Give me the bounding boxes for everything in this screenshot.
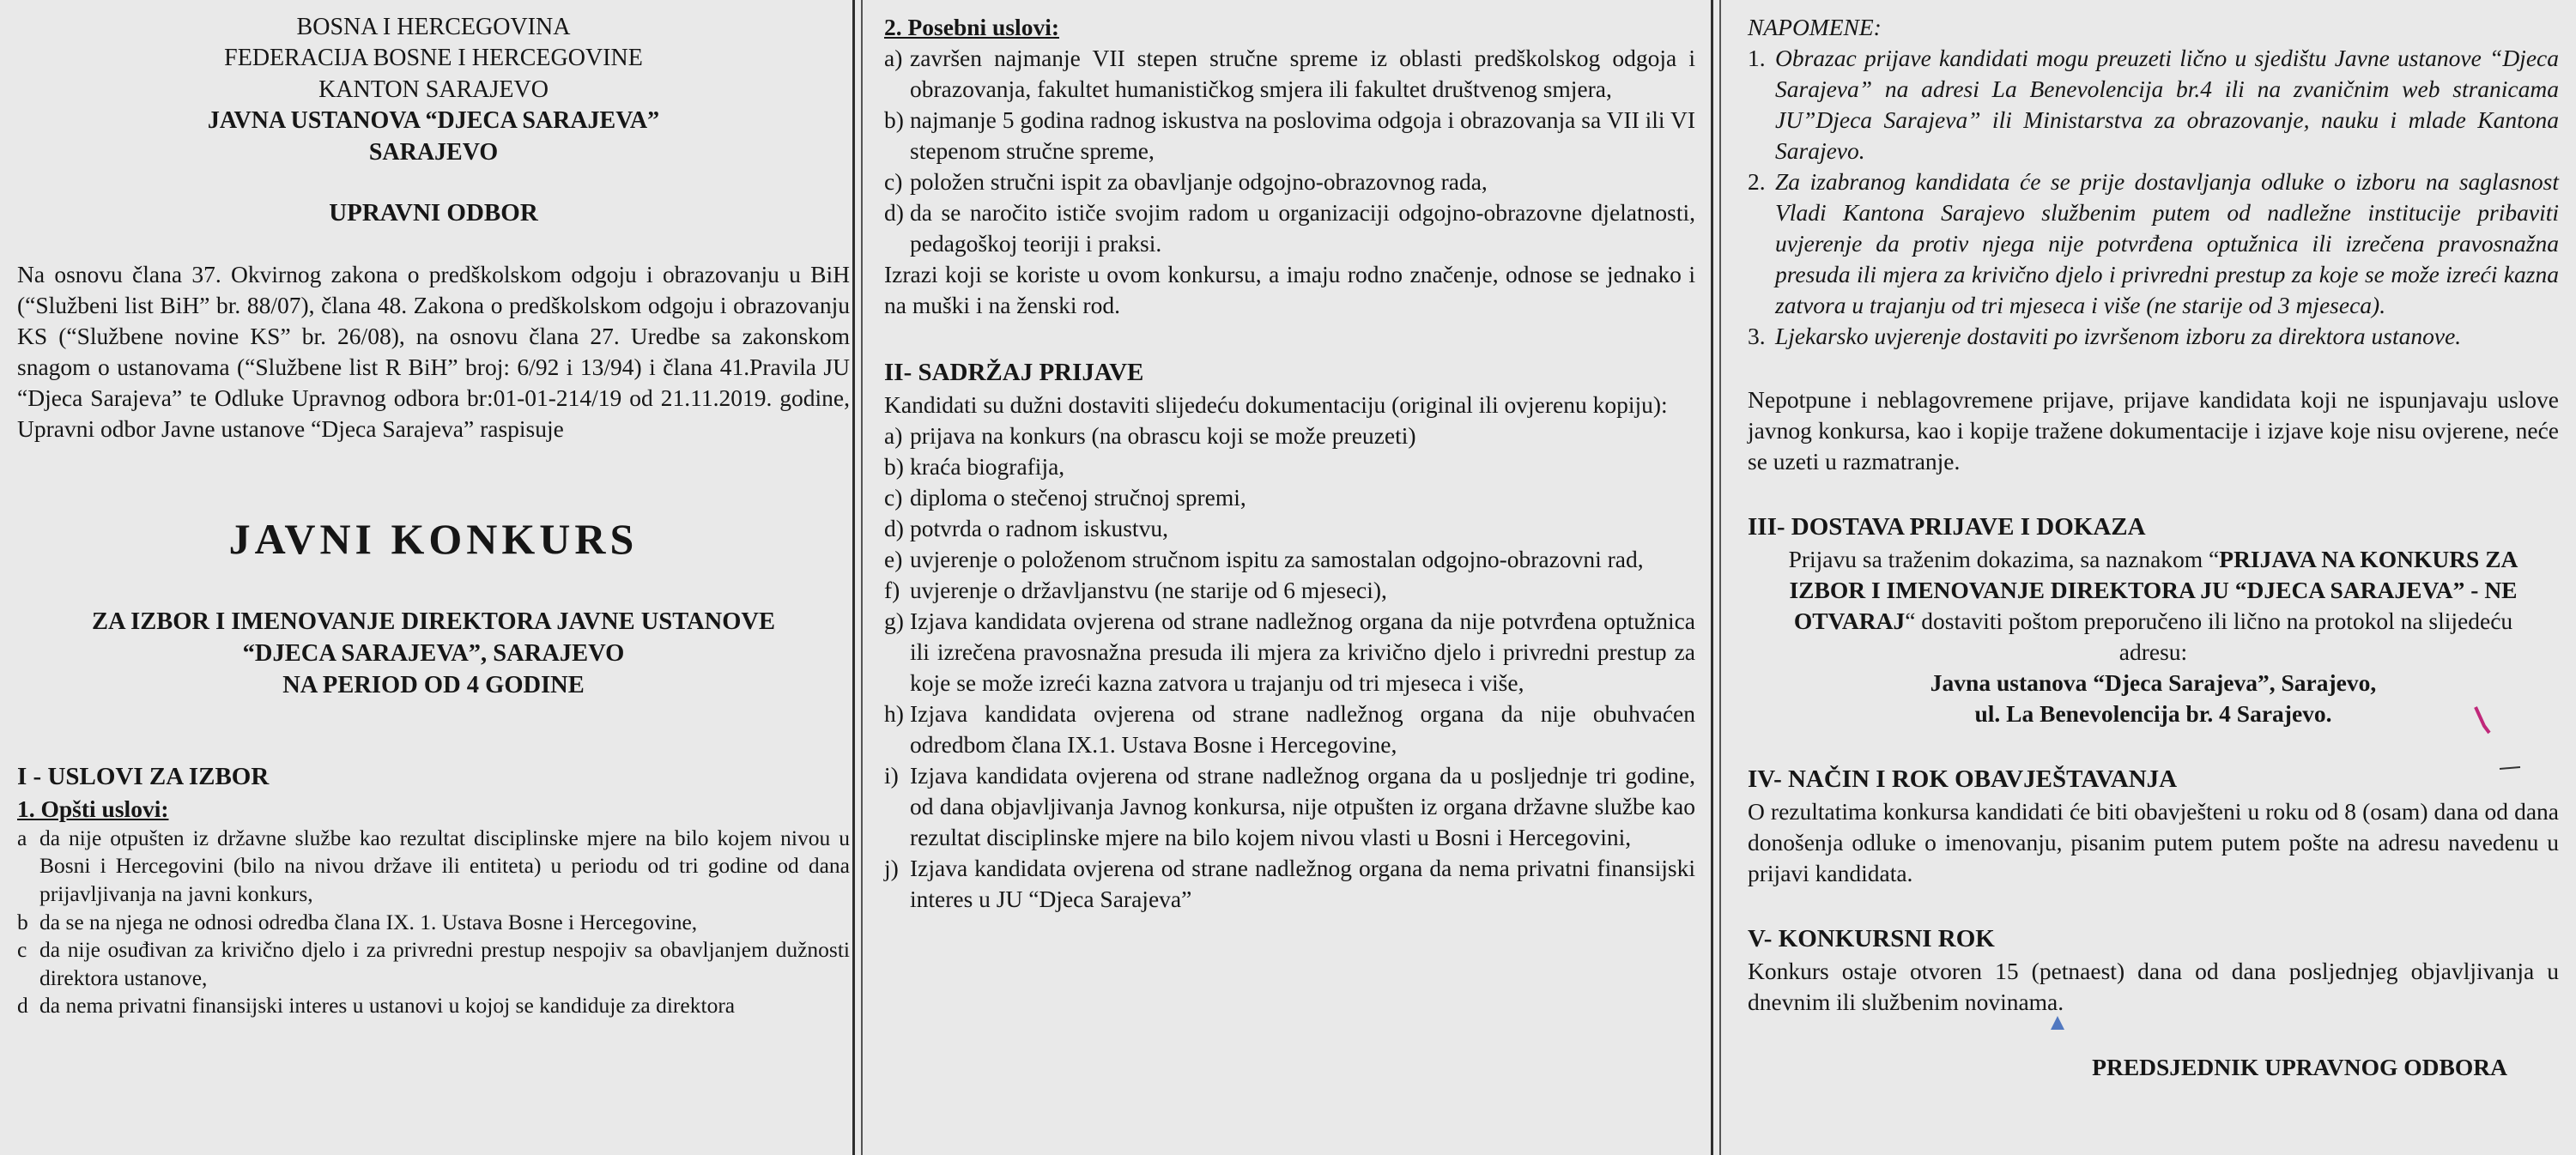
- list-item: [1748, 43, 2559, 166]
- list-text: uvjerenje o položenom stručnom ispitu za samostalan odgojno-obrazovni rad,: [910, 546, 1644, 573]
- list-text: uvjerenje o državljanstvu (ne starije od 6 mjeseci),: [910, 577, 1387, 604]
- notes-list: [1748, 43, 2559, 352]
- section-heading: IV- NAČIN I ROK OBAVJEŠTAVANJA: [1748, 765, 2178, 794]
- list-text: Obrazac prijave kandidati mogu preuzeti lično u sjedištu Javne ustanove “Djeca Sarajeva” na adresi La Benevolencija br.4 ili na zvaničnim web stranicama JU”Djeca Sarajeva” ili Ministarstva za obrazovanje, nauku i mlade Kantona Sarajevo.: [1775, 45, 2559, 165]
- delivery-paragraph: [1748, 544, 2559, 668]
- list-label: b): [884, 106, 904, 134]
- list-item: [884, 698, 1695, 760]
- delivery-text: Prijavu sa traženim dokazima, sa naznakom “: [1788, 546, 2220, 573]
- list-label: d): [884, 199, 904, 227]
- documents-intro: Kandidati su dužni dostaviti slijedeću dokumentaciju (original ili ovjerenu kopiju):: [884, 391, 1668, 419]
- list-item: [17, 936, 850, 992]
- notes-heading: NAPOMENE:: [1748, 14, 1882, 40]
- list-text: kraća biografija,: [910, 453, 1065, 481]
- intro-paragraph: Na osnovu člana 37. Okvirnog zakona o predškolskom odgoju i obrazovanju u BiH (“Službeni list BiH” br. 88/07), člana 48. Zakona o predškolskom odgoju i obrazovanju KS (“Službene novine KS” br. 26/08), na osnovu člana 27. Uredbe sa zakonskom snagom o ustanovama (“Službene list R BiH” broj: 6/92 i 13/94) i člana 41.Pravila JU “Djeca Sarajeva” te Odluke Upravnog odbora br:01-01-214/19 od 21.11.2019. godine, Upravni odbor Javne ustanove “Djeca Sarajeva” raspisuje: [17, 260, 850, 443]
- list-label: j): [884, 855, 899, 882]
- list-text: položen stručni ispit za obavljanje odgojno-obrazovnog rada,: [910, 168, 1488, 196]
- list-text: Izjava kandidata ovjerena od strane nadležnog organa da u posljednje tri godine, od dana objavljivanja Javnog konkursa, nije otpušten iz organa državne službe kao rezultat disciplinske mjere na bilo kojem nivou vlasti u Bosni i Hercegovini,: [910, 762, 1695, 851]
- pen-mark-icon: [2472, 704, 2498, 738]
- list-label: c: [17, 937, 27, 963]
- ink-blot-icon: [2047, 1011, 2068, 1035]
- section-heading: V- KONKURSNI ROK: [1748, 925, 1995, 953]
- list-item: [1748, 166, 2559, 321]
- document-title: JAVNI KONKURS: [228, 515, 639, 564]
- list-text: Ljekarsko uvjerenje dostaviti po izvršenom izboru za direktora ustanove.: [1775, 323, 2462, 350]
- list-text: da nije osuđivan za krivično djelo i za privredni prestup nespojiv sa obavljanjem dužnosti direktora ustanove,: [39, 937, 850, 990]
- list-text: diploma o stečenoj stručnoj spremi,: [910, 484, 1246, 511]
- list-item: [1748, 321, 2559, 352]
- list-label: 2.: [1748, 168, 1766, 196]
- list-item: [884, 105, 1695, 166]
- list-text: da nije otpušten iz državne službe kao rezultat disciplinske mjere na bilo kojem nivou u Bosni i Hercegovini (bilo na nivou države ili entiteta) u periodu od tri godine od dana prijavljivanja na javni konkurs,: [39, 825, 850, 906]
- list-item: [17, 909, 850, 937]
- list-label: d): [884, 515, 904, 542]
- header-line: KANTON SARAJEVO: [318, 76, 549, 103]
- list-text: potvrda o radnom iskustvu,: [910, 515, 1168, 542]
- delivery-text: “ dostaviti poštom preporučeno ili lično na protokol na slijedeću adresu:: [1905, 608, 2513, 666]
- list-label: h): [884, 700, 904, 728]
- gender-note: Izrazi koji se koriste u ovom konkursu, a imaju rodno značenje, odnose se jednako i na muški i na ženski rod.: [884, 261, 1695, 319]
- list-label: g): [884, 608, 904, 635]
- list-item: [884, 451, 1695, 482]
- header-line: SARAJEVO: [368, 138, 499, 166]
- list-text: završen najmanje VII stepen stručne spreme iz oblasti predškolskog odgoja i obrazovanja, fakultet humanističkog smjera ili fakultet društvenog smjera,: [910, 45, 1695, 103]
- list-item: [884, 197, 1695, 259]
- list-label: 3.: [1748, 323, 1766, 350]
- list-label: c): [884, 484, 903, 511]
- list-item: [17, 825, 850, 909]
- column-divider: [1719, 0, 1721, 1155]
- list-label: b: [17, 909, 28, 934]
- list-item: [884, 420, 1695, 451]
- list-text: Izjava kandidata ovjerena od strane nadležnog organa da nema privatni finansijski interes u JU “Djeca Sarajeva”: [910, 855, 1695, 913]
- list-text: najmanje 5 godina radnog iskustva na poslovima odgoja i obrazovanja sa VII ili VI stepenom stručne spreme,: [910, 106, 1695, 165]
- subtitle-line: “DJECA SARAJEVA”, SARAJEVO: [242, 639, 625, 667]
- list-label: a: [17, 825, 27, 850]
- column-left: [17, 0, 850, 1155]
- list-item: [884, 166, 1695, 197]
- subsection-heading: 1. Opšti uslovi:: [17, 795, 169, 822]
- deadline-paragraph: Konkurs ostaje otvoren 15 (petnaest) dana od dana posljednjeg objavljivanja u dnevnim ili službenim novinama.: [1748, 958, 2559, 1016]
- list-item: [884, 482, 1695, 513]
- list-text: da nema privatni finansijski interes u ustanovi u kojoj se kandiduje za direktora: [39, 993, 736, 1019]
- pen-dash-icon: [2498, 764, 2524, 772]
- column-middle: [884, 0, 1695, 1155]
- list-item: [884, 853, 1695, 915]
- list-label: a): [884, 45, 903, 72]
- board-heading: UPRAVNI ODBOR: [329, 198, 538, 227]
- list-item: [884, 606, 1695, 698]
- general-conditions-list: [17, 825, 850, 1020]
- list-item: [884, 43, 1695, 105]
- column-divider: [852, 0, 855, 1155]
- header-line: BOSNA I HERCEGOVINA: [296, 14, 571, 40]
- list-item: [884, 513, 1695, 544]
- section-heading: III- DOSTAVA PRIJAVE I DOKAZA: [1748, 513, 2146, 541]
- list-label: c): [884, 168, 903, 196]
- list-text: Izjava kandidata ovjerena od strane nadležnog organa da nije obuhvaćen odredbom člana IX.1. Ustava Bosne i Hercegovine,: [910, 700, 1695, 759]
- subtitle-line: ZA IZBOR I IMENOVANJE DIREKTORA JAVNE USTANOVE: [91, 608, 776, 635]
- list-text: da se na njega ne odnosi odredba člana IX. 1. Ustava Bosne i Hercegovine,: [39, 909, 698, 934]
- list-label: d: [17, 993, 28, 1019]
- signature-line: PREDSJEDNIK UPRAVNOG ODBORA: [2092, 1054, 2507, 1081]
- list-item: [17, 992, 850, 1020]
- column-right: [1748, 0, 2559, 1155]
- list-text: prijava na konkurs (na obrascu koji se može preuzeti): [910, 422, 1416, 450]
- subtitle-line: NA PERIOD OD 4 GODINE: [282, 671, 585, 698]
- list-label: i): [884, 762, 899, 789]
- list-text: da se naročito ističe svojim radom u organizaciji odgojno-obrazovne djelatnosti, pedagoškoj teoriji i praksi.: [910, 199, 1695, 257]
- special-conditions-list: [884, 43, 1695, 259]
- delivery-label: PRIJAVA NA KONKURS ZA IZBOR I IMENOVANJE DIREKTORA JU “DJECA SARAJEVA” - NE OTVARAJ: [1789, 546, 2518, 635]
- list-text: Izjava kandidata ovjerena od strane nadležnog organa da nije potvrđena optužnica ili izrečena pravosnažna presuda ili mjera za krivično djelo i privredni prestup za koje se može izreći kazna zatvora u trajanju od tri mjeseca i više,: [910, 608, 1695, 697]
- list-label: f): [884, 577, 900, 604]
- list-item: [884, 544, 1695, 575]
- list-label: a): [884, 422, 903, 450]
- list-label: e): [884, 546, 903, 573]
- column-divider: [861, 0, 863, 1155]
- address-line: ul. La Benevolencija br. 4 Sarajevo.: [1974, 700, 2332, 728]
- section-heading: I - USLOVI ZA IZBOR: [17, 762, 270, 790]
- document-subtitle: [17, 606, 850, 701]
- documents-list: [884, 420, 1695, 915]
- incomplete-note: Nepotpune i neblagovremene prijave, prijave kandidata koji ne ispunjavaju uslove javnog konkursa, kao i kopije tražene dokumentacije i izjave koje nisu ovjerene, neće se uzeti u razmatranje.: [1748, 386, 2559, 475]
- header-line: JAVNA USTANOVA “DJECA SARAJEVA”: [207, 107, 660, 135]
- list-item: [884, 760, 1695, 853]
- column-divider: [1711, 0, 1713, 1155]
- list-item: [884, 575, 1695, 606]
- list-text: Za izabranog kandidata će se prije dostavljanja odluke o izboru na saglasnost Vladi Kantona Sarajevo službenim putem od nadležne institucije pribaviti uvjerenje da protiv njega nije potvrđena optužnica ili izrečena pravosnažna presuda ili mjera za krivično djelo i privredni prestup za koje se može izreći kazna zatvora u trajanju od tri mjeseca i više (ne starije od 3 mjeseca).: [1775, 168, 2559, 319]
- section-heading: II- SADRŽAJ PRIJAVE: [884, 359, 1144, 387]
- list-label: b): [884, 453, 904, 481]
- notification-paragraph: O rezultatima konkursa kandidati će biti obavješteni u roku od 8 (osam) dana od dana donošenja odluke o imenovanju, pisanim putem putem pošte na adresu navedenu u prijavi kandidata.: [1748, 798, 2559, 887]
- header-line: FEDERACIJA BOSNE I HERCEGOVINE: [224, 45, 643, 72]
- subsection-heading: 2. Posebni uslovi:: [884, 14, 1059, 40]
- list-label: 1.: [1748, 45, 1766, 72]
- address-line: Javna ustanova “Djeca Sarajeva”, Sarajevo,: [1930, 669, 2377, 697]
- issuer-header: [17, 12, 850, 168]
